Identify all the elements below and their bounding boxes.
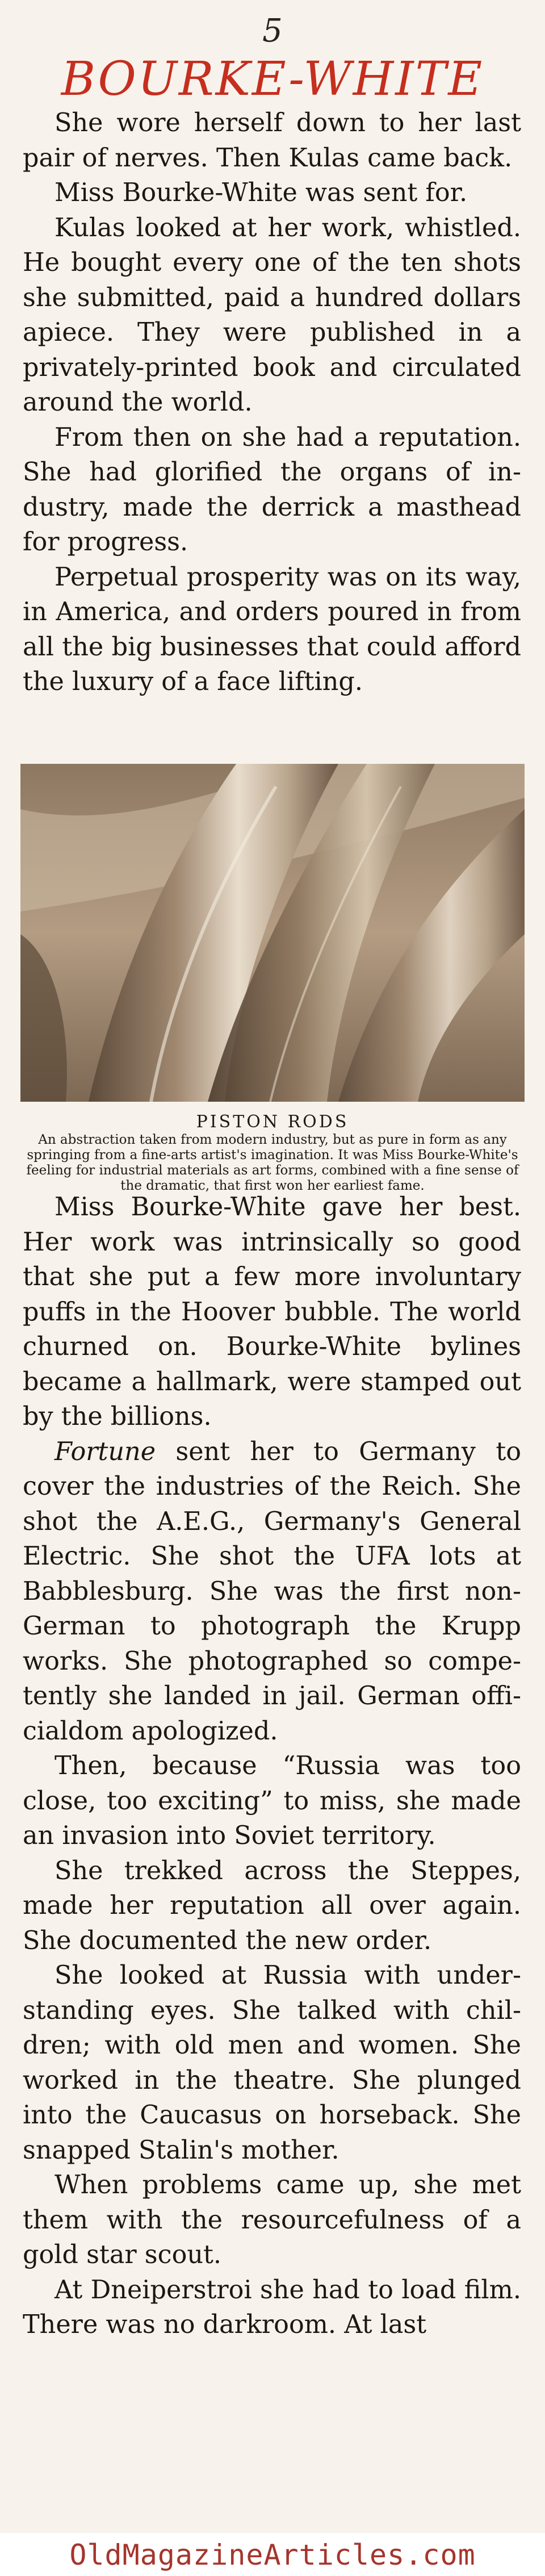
photo-caption: An abstraction taken from modern industry, but as pure in form as any springing from a fine-arts artist's imagination. It was Miss Bourke-White's feeling for industrial materials as art forms, combined with a fine sense of the dramatic, that first won her earliest fame.: [26, 1132, 519, 1193]
piston-rods-photo: [20, 764, 525, 1102]
paragraph: From then on she had a reputation. She had glorified the organs of industry, made the derrick a masthead for progress.: [23, 423, 521, 557]
running-head: BOURKE-WHITE: [61, 52, 484, 106]
paragraph: Fortune sent her to Germany to cover the industries of the Reich. She shot the A.E.G., Germany's General Electric. She shot the UFA lots at Babblesburg. She was the first non-German to photograph the Krupp works. She photographed so competently she landed in jail. German officialdom apologized.: [23, 1437, 521, 1746]
paragraph: She wore herself down to her last pair of nerves. Then Kulas came back.: [23, 108, 521, 173]
piston-rods-image: [20, 764, 525, 1102]
paragraph: Miss Bourke-White was sent for.: [54, 178, 468, 207]
article-body-top: [23, 106, 521, 700]
site-watermark: OldMagazineArticles.com: [69, 2539, 476, 2571]
paragraph: Then, because “Russia was too close, too exciting” to miss, she made an invasion into Soviet territory.: [23, 1751, 521, 1850]
paragraph: Miss Bourke-White gave her best. Her work was intrinsically so good that she put a few more involuntary puffs in the Hoover bubble. The world churned on. Bourke-White bylines became a hallmark, were stamped out by the billions.: [23, 1193, 521, 1431]
article-body-bottom: [23, 1190, 521, 2343]
page-number: 5: [262, 12, 283, 49]
publication-name: Fortune: [54, 1437, 156, 1466]
paragraph: When problems came up, she met them with the resourcefulness of a gold star scout.: [23, 2171, 521, 2269]
paragraph: Kulas looked at her work, whistled. He bought every one of the ten shots she submitted, paid a hundred dollars apiece. They were published in a privately-printed book and circulated around the world.: [23, 213, 521, 417]
photo-caption-title: PISTON RODS: [196, 1112, 349, 1132]
paragraph: She looked at Russia with understanding eyes. She talked with children; with old men and women. She worked in the theatre. She plunged into the Caucasus on horseback. She snapped Stalin's mother.: [23, 1961, 521, 2165]
paragraph: At Dneiperstroi she had to load film. There was no darkroom. At last: [23, 2275, 521, 2339]
paragraph: Perpetual prosperity was on its way, in America, and orders poured in from all the big businesses that could afford the luxury of a face lifting.: [23, 562, 521, 696]
paragraph: She trekked across the Steppes, made her reputation all over again. She documented the new order.: [23, 1856, 521, 1955]
